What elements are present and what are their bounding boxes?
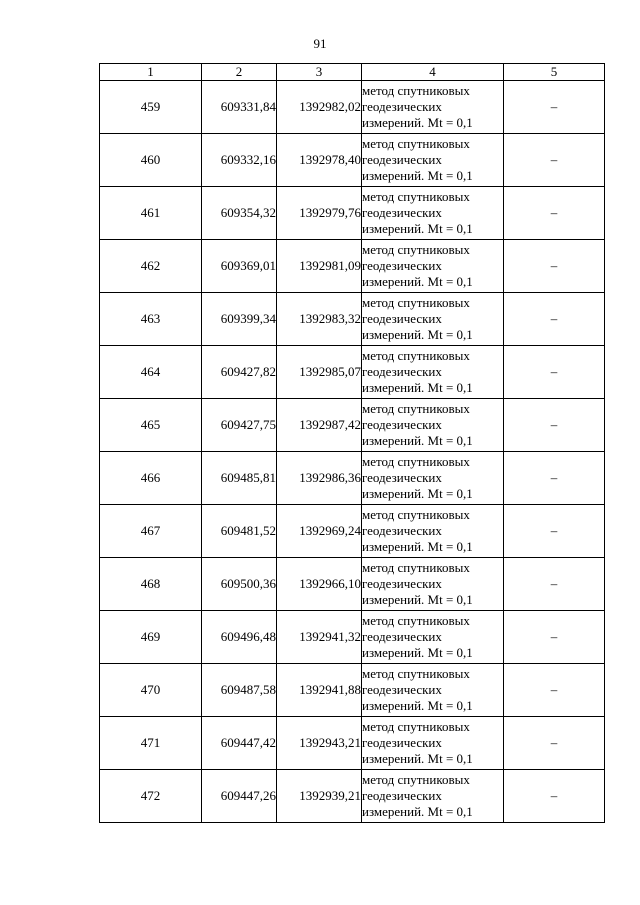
method-line: геодезических bbox=[362, 311, 442, 326]
method-line: метод спутниковых bbox=[362, 348, 470, 363]
table-row bbox=[100, 770, 605, 823]
method-line: геодезических bbox=[362, 205, 442, 220]
note-dash: – bbox=[504, 346, 605, 399]
point-number: 468 bbox=[100, 558, 202, 611]
table-row bbox=[100, 717, 605, 770]
point-number: 470 bbox=[100, 664, 202, 717]
method-line: метод спутниковых bbox=[362, 560, 470, 575]
method-line: геодезических bbox=[362, 788, 442, 803]
coordinate-x: 609354,32 bbox=[202, 187, 277, 240]
coordinate-y: 1392987,42 bbox=[277, 399, 362, 452]
coordinate-x: 609500,36 bbox=[202, 558, 277, 611]
method-line: метод спутниковых bbox=[362, 242, 470, 257]
method-description bbox=[362, 187, 504, 240]
point-number: 464 bbox=[100, 346, 202, 399]
method-line: метод спутниковых bbox=[362, 189, 470, 204]
method-description bbox=[362, 505, 504, 558]
table-row bbox=[100, 240, 605, 293]
coordinate-x: 609399,34 bbox=[202, 293, 277, 346]
coordinate-y: 1392969,24 bbox=[277, 505, 362, 558]
note-dash: – bbox=[504, 240, 605, 293]
method-description bbox=[362, 611, 504, 664]
method-description bbox=[362, 346, 504, 399]
method-line: метод спутниковых bbox=[362, 401, 470, 416]
coordinate-x: 609481,52 bbox=[202, 505, 277, 558]
note-dash: – bbox=[504, 452, 605, 505]
table-row bbox=[100, 664, 605, 717]
table-row bbox=[100, 505, 605, 558]
coordinate-x: 609447,42 bbox=[202, 717, 277, 770]
method-line: измерений. Mt = 0,1 bbox=[362, 433, 473, 448]
column-header: 3 bbox=[277, 64, 362, 81]
note-dash: – bbox=[504, 717, 605, 770]
table-row bbox=[100, 81, 605, 134]
point-number: 471 bbox=[100, 717, 202, 770]
method-line: измерений. Mt = 0,1 bbox=[362, 168, 473, 183]
point-number: 463 bbox=[100, 293, 202, 346]
coordinate-y: 1392978,40 bbox=[277, 134, 362, 187]
method-line: метод спутниковых bbox=[362, 295, 470, 310]
table-body bbox=[100, 81, 605, 823]
method-description bbox=[362, 293, 504, 346]
coordinate-y: 1392985,07 bbox=[277, 346, 362, 399]
table-row bbox=[100, 452, 605, 505]
method-line: метод спутниковых bbox=[362, 719, 470, 734]
method-description bbox=[362, 81, 504, 134]
method-line: геодезических bbox=[362, 258, 442, 273]
method-line: геодезических bbox=[362, 682, 442, 697]
point-number: 469 bbox=[100, 611, 202, 664]
point-number: 472 bbox=[100, 770, 202, 823]
coordinate-y: 1392941,88 bbox=[277, 664, 362, 717]
point-number: 466 bbox=[100, 452, 202, 505]
method-description bbox=[362, 770, 504, 823]
coordinate-x: 609331,84 bbox=[202, 81, 277, 134]
note-dash: – bbox=[504, 505, 605, 558]
method-line: геодезических bbox=[362, 364, 442, 379]
coordinate-y: 1392966,10 bbox=[277, 558, 362, 611]
method-line: измерений. Mt = 0,1 bbox=[362, 274, 473, 289]
note-dash: – bbox=[504, 664, 605, 717]
method-description bbox=[362, 558, 504, 611]
column-header: 2 bbox=[202, 64, 277, 81]
coordinate-x: 609427,75 bbox=[202, 399, 277, 452]
coordinate-y: 1392943,21 bbox=[277, 717, 362, 770]
method-line: метод спутниковых bbox=[362, 454, 470, 469]
coordinate-y: 1392939,21 bbox=[277, 770, 362, 823]
method-line: геодезических bbox=[362, 629, 442, 644]
coordinate-y: 1392982,02 bbox=[277, 81, 362, 134]
method-line: измерений. Mt = 0,1 bbox=[362, 804, 473, 819]
method-line: геодезических bbox=[362, 417, 442, 432]
coordinate-y: 1392983,32 bbox=[277, 293, 362, 346]
method-line: измерений. Mt = 0,1 bbox=[362, 115, 473, 130]
table-row bbox=[100, 293, 605, 346]
table-row bbox=[100, 611, 605, 664]
method-line: измерений. Mt = 0,1 bbox=[362, 486, 473, 501]
method-line: геодезических bbox=[362, 735, 442, 750]
point-number: 467 bbox=[100, 505, 202, 558]
note-dash: – bbox=[504, 558, 605, 611]
method-line: измерений. Mt = 0,1 bbox=[362, 751, 473, 766]
coordinate-y: 1392986,36 bbox=[277, 452, 362, 505]
table-row bbox=[100, 558, 605, 611]
note-dash: – bbox=[504, 293, 605, 346]
note-dash: – bbox=[504, 399, 605, 452]
method-description bbox=[362, 664, 504, 717]
method-description bbox=[362, 399, 504, 452]
note-dash: – bbox=[504, 770, 605, 823]
method-description bbox=[362, 452, 504, 505]
method-line: измерений. Mt = 0,1 bbox=[362, 645, 473, 660]
page-number: 91 bbox=[313, 36, 327, 51]
table-header bbox=[100, 64, 605, 81]
method-line: измерений. Mt = 0,1 bbox=[362, 592, 473, 607]
method-description bbox=[362, 134, 504, 187]
coordinate-y: 1392941,32 bbox=[277, 611, 362, 664]
method-line: геодезических bbox=[362, 152, 442, 167]
method-line: геодезических bbox=[362, 470, 442, 485]
coordinate-x: 609447,26 bbox=[202, 770, 277, 823]
method-line: геодезических bbox=[362, 576, 442, 591]
coordinate-y: 1392981,09 bbox=[277, 240, 362, 293]
method-line: метод спутниковых bbox=[362, 83, 470, 98]
column-header: 5 bbox=[504, 64, 605, 81]
method-description bbox=[362, 717, 504, 770]
coordinate-x: 609485,81 bbox=[202, 452, 277, 505]
method-description bbox=[362, 240, 504, 293]
table-row bbox=[100, 399, 605, 452]
method-line: метод спутниковых bbox=[362, 613, 470, 628]
table-row bbox=[100, 134, 605, 187]
coordinate-x: 609369,01 bbox=[202, 240, 277, 293]
table-row bbox=[100, 346, 605, 399]
point-number: 459 bbox=[100, 81, 202, 134]
coordinate-x: 609496,48 bbox=[202, 611, 277, 664]
method-line: метод спутниковых bbox=[362, 136, 470, 151]
coordinate-x: 609487,58 bbox=[202, 664, 277, 717]
coordinate-x: 609427,82 bbox=[202, 346, 277, 399]
note-dash: – bbox=[504, 611, 605, 664]
point-number: 462 bbox=[100, 240, 202, 293]
coordinate-x: 609332,16 bbox=[202, 134, 277, 187]
method-line: измерений. Mt = 0,1 bbox=[362, 327, 473, 342]
point-number: 460 bbox=[100, 134, 202, 187]
coordinates-table bbox=[99, 63, 605, 823]
method-line: метод спутниковых bbox=[362, 666, 470, 681]
column-header: 1 bbox=[100, 64, 202, 81]
note-dash: – bbox=[504, 187, 605, 240]
method-line: геодезических bbox=[362, 523, 442, 538]
method-line: измерений. Mt = 0,1 bbox=[362, 380, 473, 395]
column-header: 4 bbox=[362, 64, 504, 81]
method-line: измерений. Mt = 0,1 bbox=[362, 221, 473, 236]
note-dash: – bbox=[504, 134, 605, 187]
method-line: метод спутниковых bbox=[362, 507, 470, 522]
method-line: метод спутниковых bbox=[362, 772, 470, 787]
point-number: 465 bbox=[100, 399, 202, 452]
note-dash: – bbox=[504, 81, 605, 134]
table-row bbox=[100, 187, 605, 240]
header-row bbox=[100, 64, 605, 81]
coordinate-y: 1392979,76 bbox=[277, 187, 362, 240]
method-line: измерений. Mt = 0,1 bbox=[362, 698, 473, 713]
method-line: геодезических bbox=[362, 99, 442, 114]
method-line: измерений. Mt = 0,1 bbox=[362, 539, 473, 554]
point-number: 461 bbox=[100, 187, 202, 240]
